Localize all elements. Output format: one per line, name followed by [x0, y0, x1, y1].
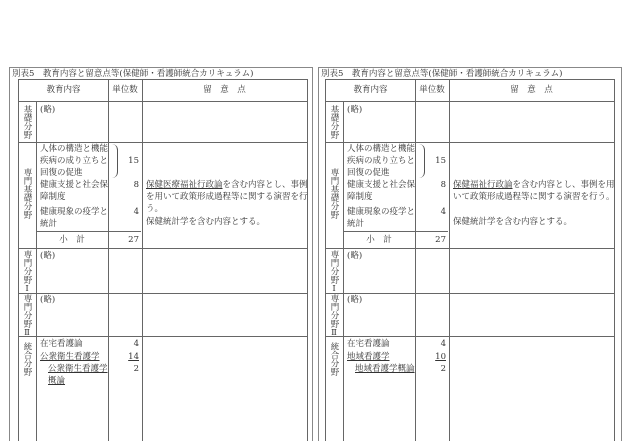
note-line: を用いて政策形成過程等に関する演習を行 — [146, 192, 308, 202]
units-value: 4 — [440, 339, 446, 349]
note-line: う。 — [146, 204, 164, 214]
row-divider — [326, 336, 614, 337]
units-value-text: 14 — [128, 352, 139, 362]
note-text: を含む内容とし、事例を用 — [512, 180, 615, 190]
course-line: 統計 — [347, 219, 365, 229]
section-label-kiso: 基礎分野 — [22, 105, 32, 139]
note-text: を含む内容とし、事例 — [222, 180, 308, 190]
kiso-content: (略) — [40, 105, 56, 115]
table-title: 別表5 教育内容と留意点等(保健師・看護師統合カリキュラム) — [321, 69, 563, 79]
row-divider — [326, 101, 614, 102]
units-value — [108, 351, 139, 363]
course-line: 在宅看護論 — [40, 339, 83, 349]
section-label-senmon-1: 専門分野Ⅰ — [22, 250, 32, 294]
note-line: いて政策形成過程等に関する演習を行う。 — [453, 192, 615, 202]
note-line-2: 保健統計学を含む内容とする。 — [146, 217, 266, 227]
col-divider — [142, 80, 143, 441]
course-line: 健康現象の疫学と — [347, 207, 416, 217]
course-line: 人体の構造と機能 — [40, 144, 109, 154]
course-line: 障制度 — [347, 192, 373, 202]
header-units: 単位数 — [419, 85, 445, 95]
senmon1-content: (略) — [347, 251, 363, 261]
units-value-text: 10 — [435, 352, 446, 362]
course-line: 健康支援と社会保 — [347, 180, 416, 190]
note-line — [146, 179, 308, 191]
course-line: 回復の促進 — [347, 168, 390, 178]
course-line: 地域看護学概論 — [355, 364, 415, 374]
curriculum-table — [18, 79, 308, 441]
course-line: 地域看護学 — [347, 352, 390, 362]
senmon1-content: (略) — [40, 251, 56, 261]
course-line: 統計 — [40, 219, 58, 229]
senmon2-content: (略) — [40, 295, 56, 305]
course-line: 概論 — [48, 376, 66, 386]
units-value: 4 — [133, 207, 139, 217]
course-line: 回復の促進 — [40, 168, 83, 178]
section-label-togo: 統合分野 — [22, 342, 32, 376]
table-title: 別表5 教育内容と留意点等(保健師・看護師統合カリキュラム) — [12, 69, 254, 79]
kiso-content: (略) — [347, 105, 363, 115]
units-value: 4 — [133, 339, 139, 349]
row-divider — [19, 293, 307, 294]
row-divider — [19, 336, 307, 337]
note-underlined-course: 保健医療福祉行政論 — [146, 180, 223, 190]
subtotal-value: 27 — [128, 235, 139, 245]
row-divider — [326, 293, 614, 294]
curriculum-table — [325, 79, 615, 441]
section-label-senmon-2: 専門分野Ⅱ — [22, 294, 32, 338]
row-divider — [326, 248, 614, 249]
units-value: 8 — [440, 180, 446, 190]
header-content: 教育内容 — [353, 85, 388, 95]
units-value: 2 — [133, 364, 139, 374]
course-line: 疾病の成り立ちと — [40, 156, 109, 166]
header-content: 教育内容 — [46, 85, 81, 95]
note-line — [453, 179, 615, 191]
course-line: 健康支援と社会保 — [40, 180, 109, 190]
subtotal-divider — [36, 231, 141, 232]
section-label-senmon-1: 専門分野Ⅰ — [329, 250, 339, 294]
header-notes: 留 意 点 — [203, 85, 246, 95]
col-divider — [343, 101, 344, 441]
units-value: 15 — [435, 156, 446, 166]
course-line: 在宅看護論 — [347, 339, 390, 349]
curriculum-panel — [318, 67, 622, 441]
units-value — [415, 351, 446, 363]
col-divider — [415, 80, 416, 441]
col-divider — [449, 80, 450, 441]
section-label-kiso: 基礎分野 — [329, 105, 339, 139]
subtotal-divider — [343, 231, 448, 232]
col-divider — [108, 80, 109, 441]
note-underlined-course: 保健福祉行政論 — [453, 180, 513, 190]
col-divider — [36, 101, 37, 441]
course-line: 健康現象の疫学と — [40, 207, 109, 217]
header-notes: 留 意 点 — [510, 85, 553, 95]
section-label-senmon-kiso: 専門基礎分野 — [329, 168, 339, 219]
course-line: 人体の構造と機能 — [347, 144, 416, 154]
units-value: 15 — [128, 156, 139, 166]
curriculum-panel — [9, 67, 313, 441]
section-label-senmon-kiso: 専門基礎分野 — [22, 168, 32, 219]
course-line: 障制度 — [40, 192, 66, 202]
section-label-senmon-2: 専門分野Ⅱ — [329, 294, 339, 338]
header-units: 単位数 — [112, 85, 138, 95]
senmon2-content: (略) — [347, 295, 363, 305]
course-line: 公衆衛生看護学 — [48, 364, 108, 374]
section-label-togo: 統合分野 — [329, 342, 339, 376]
course-line: 公衆衛生看護学 — [40, 352, 100, 362]
units-value: 8 — [133, 180, 139, 190]
subtotal-label: 小 計 — [366, 235, 392, 245]
units-value: 4 — [440, 207, 446, 217]
units-value: 2 — [440, 364, 446, 374]
row-divider — [19, 101, 307, 102]
course-line: 疾病の成り立ちと — [347, 156, 416, 166]
note-line-2: 保健統計学を含む内容とする。 — [453, 217, 573, 227]
subtotal-value: 27 — [435, 235, 446, 245]
subtotal-label: 小 計 — [59, 235, 85, 245]
row-divider — [19, 248, 307, 249]
